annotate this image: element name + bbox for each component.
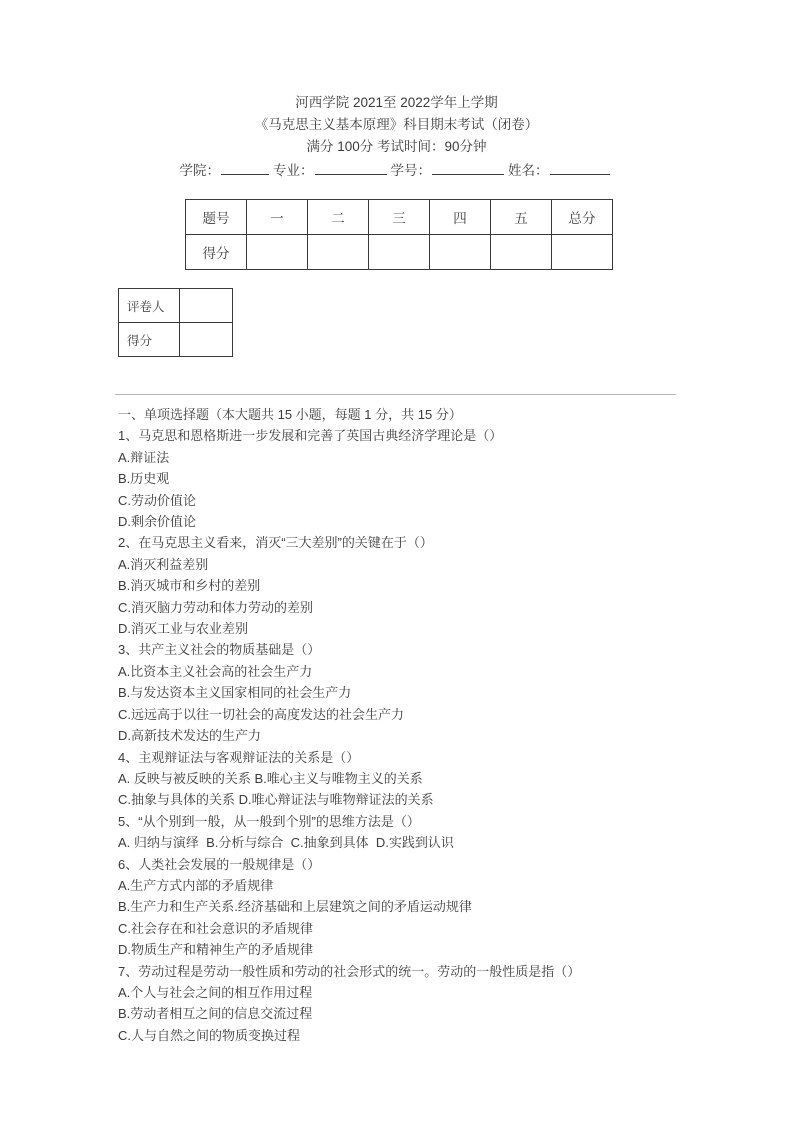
grader-table-body bbox=[119, 289, 233, 357]
name-blank bbox=[550, 160, 610, 175]
score-table-header-cell: 五 bbox=[491, 200, 552, 235]
grader-table-empty-cell bbox=[180, 289, 233, 323]
grader-table-label-cell: 得分 bbox=[119, 323, 180, 357]
question-line: 2、在马克思主义看来，消灭“三大差别”的关键在于（） bbox=[118, 535, 433, 551]
score-table-header-cell: 题号 bbox=[186, 200, 247, 235]
score-table-header-cell: 总分 bbox=[552, 200, 613, 235]
college-blank bbox=[221, 160, 269, 175]
question-line: B.消灭城市和乡村的差别 bbox=[118, 578, 261, 594]
question-line: D.高新技术发达的生产力 bbox=[118, 728, 262, 744]
score-row-label-cell: 得分 bbox=[186, 235, 247, 270]
grader-table-row bbox=[119, 323, 233, 357]
student-id-blank bbox=[432, 160, 504, 175]
question-line: C.社会存在和社会意识的矛盾规律 bbox=[118, 920, 314, 936]
question-line: A.比资本主义社会高的社会生产力 bbox=[118, 663, 313, 679]
student-id-label: 学号： bbox=[390, 163, 431, 178]
question-line: B.劳动者相互之间的信息交流过程 bbox=[118, 1006, 313, 1022]
question-line: A.生产方式内部的矛盾规律 bbox=[118, 877, 274, 893]
question-line: 5、“从个别到一般，从一般到个别”的思维方法是（） bbox=[118, 813, 420, 829]
score-row-empty-cell bbox=[247, 235, 308, 270]
question-line: C.消灭脑力劳动和体力劳动的差别 bbox=[118, 599, 314, 615]
score-row-empty-cell bbox=[308, 235, 369, 270]
grader-table-empty-cell bbox=[180, 323, 233, 357]
score-row-empty-cell bbox=[369, 235, 430, 270]
score-table bbox=[185, 199, 613, 270]
question-line: 4、主观辩证法与客观辩证法的关系是（） bbox=[118, 749, 360, 765]
score-table-header-row bbox=[186, 200, 613, 235]
grader-table-label-cell: 评卷人 bbox=[119, 289, 180, 323]
question-section bbox=[118, 404, 793, 1046]
score-duration-line: 满分 100分 考试时间：90分钟 bbox=[306, 139, 487, 154]
score-row-empty-cell bbox=[552, 235, 613, 270]
question-line: 1、马克思和恩格斯进一步发展和完善了英国古典经济学理论是（） bbox=[118, 428, 503, 444]
question-line: 3、共产主义社会的物质基础是（） bbox=[118, 642, 321, 658]
question-line: C.远远高于以往一切社会的高度发达的社会生产力 bbox=[118, 706, 405, 722]
score-table-header-cell: 二 bbox=[308, 200, 369, 235]
major-blank bbox=[315, 160, 387, 175]
score-table-value-row bbox=[186, 235, 613, 270]
score-row-empty-cell bbox=[430, 235, 491, 270]
question-line: C.劳动价值论 bbox=[118, 492, 197, 508]
question-line: A.个人与社会之间的相互作用过程 bbox=[118, 984, 313, 1000]
question-line: C.抽象与具体的关系 D.唯心辩证法与唯物辩证法的关系 bbox=[118, 792, 434, 808]
question-line: 7、劳动过程是劳动一般性质和劳动的社会形式的统一。劳动的一般性质是指（） bbox=[118, 963, 581, 979]
question-line: D.物质生产和精神生产的矛盾规律 bbox=[118, 942, 314, 958]
major-label: 专业： bbox=[273, 163, 314, 178]
college-label: 学院： bbox=[179, 163, 220, 178]
question-line: A.消灭利益差别 bbox=[118, 556, 209, 572]
score-row-empty-cell bbox=[491, 235, 552, 270]
question-line: 一、单项选择题（本大题共 15 小题，每题 1 分，共 15 分） bbox=[118, 407, 462, 422]
name-label: 姓名： bbox=[508, 163, 549, 178]
question-line: A. 归纳与演绎 B.分析与综合 C.抽象到具体 D.实践到认识 bbox=[118, 835, 454, 851]
grader-table bbox=[118, 288, 233, 357]
question-line: D.剩余价值论 bbox=[118, 514, 197, 530]
school-term-line: 河西学院 2021至 2022学年上学期 bbox=[295, 95, 498, 110]
question-line: A. 反映与被反映的关系 B.唯心主义与唯物主义的关系 bbox=[118, 770, 423, 786]
exam-header bbox=[0, 0, 793, 158]
exam-title-line: 《马克思主义基本原理》科目期末考试（闭卷） bbox=[254, 117, 539, 132]
student-info-line bbox=[0, 159, 793, 183]
score-table-header-cell: 三 bbox=[369, 200, 430, 235]
question-line: C.人与自然之间的物质变换过程 bbox=[118, 1027, 301, 1043]
question-line: B.历史观 bbox=[118, 471, 170, 487]
question-line: A.辩证法 bbox=[118, 449, 170, 465]
question-line: 6、人类社会发展的一般规律是（） bbox=[118, 856, 321, 872]
score-table-header-cell: 一 bbox=[247, 200, 308, 235]
section-divider bbox=[115, 394, 676, 395]
question-line: D.消灭工业与农业差别 bbox=[118, 621, 249, 637]
question-line: B.生产力和生产关系.经济基础和上层建筑之间的矛盾运动规律 bbox=[118, 899, 472, 915]
question-line: B.与发达资本主义国家相同的社会生产力 bbox=[118, 685, 352, 701]
score-table-header-cell: 四 bbox=[430, 200, 491, 235]
grader-table-row bbox=[119, 289, 233, 323]
